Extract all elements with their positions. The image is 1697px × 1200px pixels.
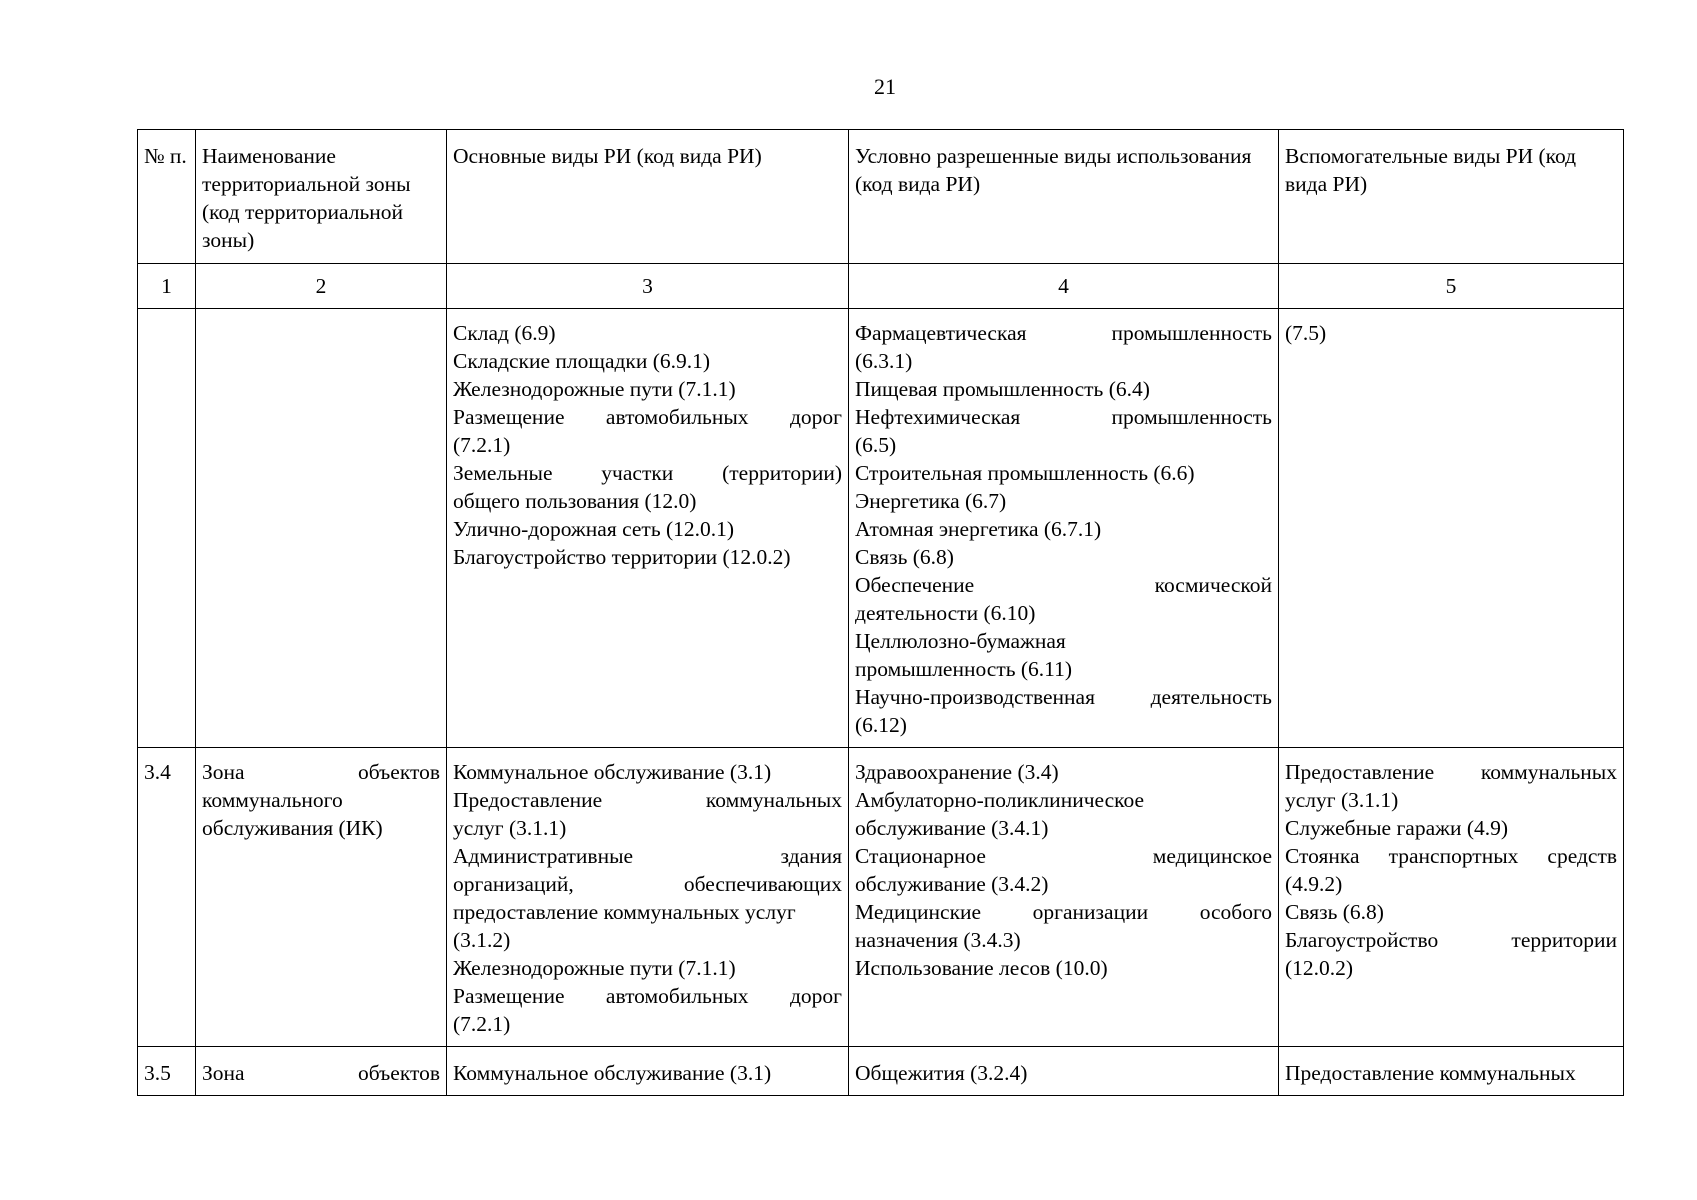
use-entry: Фармацевтическая промышленность	[855, 321, 1272, 345]
use-entry: Административные здания	[453, 844, 842, 868]
conditional-uses-cell: Общежития (3.2.4)	[849, 1047, 1279, 1096]
row-number-cell: 3.5	[138, 1047, 196, 1096]
use-entry: Амбулаторно-поликлиническое	[855, 788, 1145, 812]
zone-name-cell	[196, 309, 447, 748]
auxiliary-uses-cell: Предоставление коммунальных	[1279, 1047, 1624, 1096]
column-number: 5	[1279, 264, 1624, 309]
use-entry: (6.12)	[855, 713, 907, 737]
use-entry: Здравоохранение (3.4)	[855, 760, 1059, 784]
use-entry: Служебные гаражи (4.9)	[1285, 816, 1509, 840]
main-uses-cell	[447, 309, 849, 748]
header-number: № п.	[138, 130, 196, 264]
use-entry: общего пользования (12.0)	[453, 489, 697, 513]
use-entry: (12.0.2)	[1285, 956, 1354, 980]
row-number-cell: 3.4	[138, 748, 196, 1047]
table-row	[138, 1047, 1624, 1096]
use-entry: услуг (3.1.1)	[453, 816, 567, 840]
use-entry: Атомная энергетика (6.7.1)	[855, 517, 1102, 541]
use-entry: Благоустройство территории	[1285, 928, 1617, 952]
use-entry: Коммунальное обслуживание (3.1)	[453, 760, 772, 784]
header-zone-name: Наименование территориальной зоны (код территориальной зоны)	[196, 130, 447, 264]
use-entry: обслуживание (3.4.2)	[855, 872, 1049, 896]
column-number: 2	[196, 264, 447, 309]
use-entry: Стационарное медицинское	[855, 844, 1272, 868]
zone-name-cell	[196, 1047, 447, 1096]
table-header-row	[138, 130, 1624, 264]
use-entry: Железнодорожные пути (7.1.1)	[453, 377, 736, 401]
header-auxiliary-uses: Вспомогательные виды РИ (код вида РИ)	[1279, 130, 1624, 264]
use-entry: Энергетика (6.7)	[855, 489, 1007, 513]
column-number: 1	[138, 264, 196, 309]
use-entry: Земельные участки (территории)	[453, 461, 842, 485]
use-entry: Обеспечение космической	[855, 573, 1272, 597]
use-entry: (3.1.2)	[453, 928, 511, 952]
use-entry: Нефтехимическая промышленность	[855, 405, 1272, 429]
auxiliary-uses-cell	[1279, 309, 1624, 748]
use-entry: Связь (6.8)	[1285, 900, 1384, 924]
use-entry: назначения (3.4.3)	[855, 928, 1021, 952]
column-number: 4	[849, 264, 1279, 309]
zone-name-cell	[196, 748, 447, 1047]
zones-table	[137, 129, 1624, 1096]
use-entry: (7.5)	[1285, 321, 1327, 345]
use-entry: (4.9.2)	[1285, 872, 1343, 896]
use-entry: Предоставление коммунальных	[1285, 760, 1617, 784]
use-entry: Связь (6.8)	[855, 545, 954, 569]
zone-name-line: Зона объектов	[202, 1061, 440, 1085]
main-uses-cell: Коммунальное обслуживание (3.1)	[447, 1047, 849, 1096]
use-entry: обслуживание (3.4.1)	[855, 816, 1049, 840]
use-entry: Предоставление коммунальных	[453, 788, 842, 812]
use-entry: промышленность (6.11)	[855, 657, 1073, 681]
auxiliary-uses-cell	[1279, 748, 1624, 1047]
zone-name-line: коммунального	[202, 788, 343, 812]
use-entry: Целлюлозно-бумажная	[855, 629, 1066, 653]
use-entry: Улично-дорожная сеть (12.0.1)	[453, 517, 735, 541]
use-entry: деятельности (6.10)	[855, 601, 1036, 625]
use-entry: услуг (3.1.1)	[1285, 788, 1399, 812]
row-number-cell	[138, 309, 196, 748]
column-number: 3	[447, 264, 849, 309]
use-entry: (7.2.1)	[453, 433, 511, 457]
column-numbers-row	[138, 264, 1624, 309]
zone-name-line: обслуживания (ИК)	[202, 816, 383, 840]
use-entry: Склад (6.9)	[453, 321, 556, 345]
conditional-uses-cell	[849, 748, 1279, 1047]
use-entry: Благоустройство территории (12.0.2)	[453, 545, 791, 569]
zone-name-line: Зона объектов	[202, 760, 440, 784]
use-entry: Стоянка транспортных средств	[1285, 844, 1617, 868]
use-entry: организаций, обеспечивающих	[453, 872, 842, 896]
use-entry: Размещение автомобильных дорог	[453, 984, 842, 1008]
use-entry: Научно-производственная деятельность	[855, 685, 1272, 709]
use-entry: Медицинские организации особого	[855, 900, 1272, 924]
use-entry: Размещение автомобильных дорог	[453, 405, 842, 429]
use-entry: Использование лесов (10.0)	[855, 956, 1108, 980]
table-row	[138, 748, 1624, 1047]
header-conditional-uses: Условно разрешенные виды использования (код вида РИ)	[849, 130, 1279, 264]
use-entry: (6.3.1)	[855, 349, 913, 373]
header-main-uses: Основные виды РИ (код вида РИ)	[447, 130, 849, 264]
use-entry: Пищевая промышленность (6.4)	[855, 377, 1150, 401]
page-number: 21	[874, 74, 896, 99]
use-entry: (6.5)	[855, 433, 897, 457]
use-entry: Железнодорожные пути (7.1.1)	[453, 956, 736, 980]
use-entry: Строительная промышленность (6.6)	[855, 461, 1195, 485]
conditional-uses-cell	[849, 309, 1279, 748]
table-row	[138, 309, 1624, 748]
use-entry: предоставление коммунальных услуг	[453, 900, 796, 924]
use-entry: (7.2.1)	[453, 1012, 511, 1036]
main-uses-cell	[447, 748, 849, 1047]
use-entry: Складские площадки (6.9.1)	[453, 349, 711, 373]
